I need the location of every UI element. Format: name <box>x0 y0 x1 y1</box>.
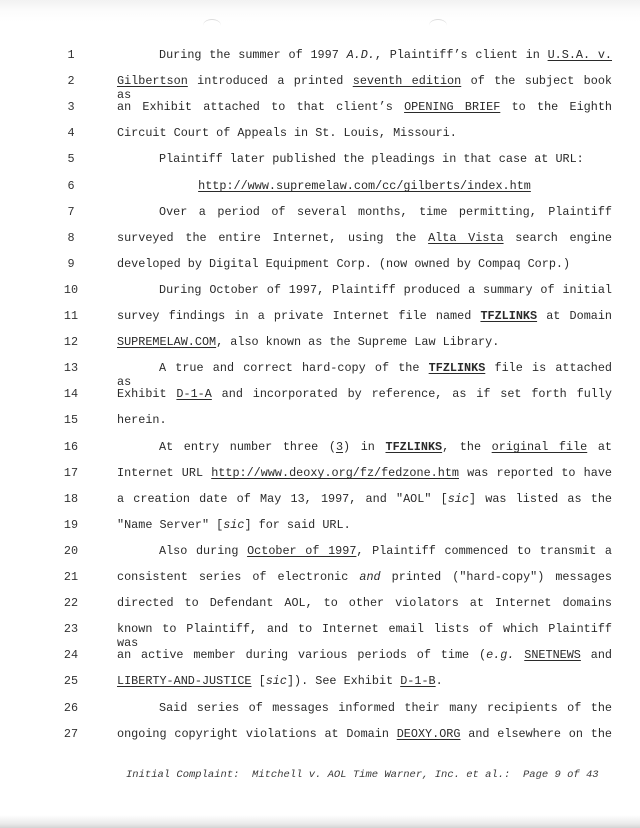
underlined-text: DEOXY.ORG <box>396 727 461 741</box>
line-number: 9 <box>67 257 75 271</box>
text-line <box>117 309 612 323</box>
text-segment: Plaintiff later published the pleadings in that case at URL: <box>159 152 584 166</box>
underlined-text: 3 <box>335 440 344 454</box>
line-number: 17 <box>63 466 79 480</box>
text-segment: Also during <box>159 544 248 558</box>
text-segment: and <box>580 648 612 662</box>
bold-underlined-text: TFZLINKS <box>480 309 538 323</box>
text-line <box>117 387 612 401</box>
text-line <box>117 48 612 62</box>
text-segment: During the summer of 1997 <box>159 48 347 62</box>
underlined-text: D-1-A <box>176 387 212 401</box>
text-segment: search engine <box>503 231 612 245</box>
text-line <box>117 570 612 584</box>
text-line <box>117 205 612 219</box>
text-segment: survey findings in a private Internet file named <box>117 309 481 323</box>
text-segment: During October of 1997, Plaintiff produced a summary of initial <box>159 283 612 297</box>
underlined-text: D-1-B <box>400 674 436 688</box>
text-segment: directed to Defendant AOL, to other violators at Internet domains <box>117 596 612 610</box>
text-segment: of the subject book as <box>117 74 613 102</box>
text-line <box>117 257 612 271</box>
line-number: 8 <box>67 231 75 245</box>
page-footer: Initial Complaint: Mitchell v. AOL Time Warner, Inc. et al.: Page 9 of 43 <box>126 769 599 781</box>
text-segment: consistent series of electronic <box>117 570 360 584</box>
line-number: 21 <box>63 570 79 584</box>
italic-text: and <box>359 570 381 584</box>
line-number: 18 <box>63 492 79 506</box>
text-segment: an Exhibit attached to that client’s <box>117 100 405 114</box>
text-segment: to the Eighth <box>500 100 612 114</box>
text-segment: . <box>435 674 443 688</box>
line-number: 5 <box>67 152 75 166</box>
line-number: 14 <box>63 387 79 401</box>
text-segment: known to Plaintiff, and to Internet email lists of which Plaintiff was <box>117 622 612 650</box>
line-number: 3 <box>67 100 75 114</box>
line-number: 4 <box>67 126 75 140</box>
text-line <box>117 335 612 349</box>
line-number: 13 <box>63 361 79 375</box>
text-segment: [ <box>251 674 266 688</box>
text-line <box>117 518 612 532</box>
underlined-text: Alta Vista <box>428 231 504 245</box>
text-line <box>117 440 612 454</box>
text-segment: , the <box>442 440 492 454</box>
italic-text: sic <box>265 674 287 688</box>
text-segment: , Plaintiff commenced to transmit a <box>356 544 612 558</box>
text-segment: Over a period of several months, time permitting, Plaintiff <box>159 205 612 219</box>
text-line <box>117 231 612 245</box>
line-number: 24 <box>63 648 79 662</box>
text-line <box>117 466 612 480</box>
text-segment: "Name Server" [ <box>117 518 224 532</box>
line-number: 20 <box>63 544 79 558</box>
text-line <box>117 596 612 610</box>
text-segment: at Domain <box>537 309 613 323</box>
url-link: http://www.deoxy.org/fz/fedzone.htm <box>211 466 459 480</box>
text-line <box>117 674 612 688</box>
underlined-text: LIBERTY-AND-JUSTICE <box>117 674 252 688</box>
text-line <box>117 701 612 715</box>
text-segment: ] was listed as the <box>468 492 612 506</box>
text-segment: At entry number three ( <box>159 440 336 454</box>
line-number: 16 <box>63 440 79 454</box>
bold-underlined-text: TFZLINKS <box>385 440 443 454</box>
underlined-text: U.S.A. v. <box>547 48 613 62</box>
text-line <box>117 492 612 506</box>
text-segment: ongoing copyright violations at Domain <box>117 727 397 741</box>
underlined-text: seventh edition <box>352 74 462 88</box>
text-segment: Exhibit <box>117 387 177 401</box>
line-number: 11 <box>63 309 79 323</box>
bold-underlined-text: TFZLINKS <box>428 361 486 375</box>
text-segment: printed ("hard-copy") messages <box>380 570 612 584</box>
text-segment: developed by Digital Equipment Corp. (now owned by Compaq Corp.) <box>117 257 571 271</box>
text-segment: herein. <box>117 413 167 427</box>
line-number: 2 <box>67 74 75 88</box>
text-line <box>117 413 612 427</box>
text-line <box>117 152 612 166</box>
text-line <box>117 544 612 558</box>
text-segment: file is attached as <box>117 361 612 389</box>
text-segment: , also known as the Supreme Law Library. <box>216 335 500 349</box>
line-number: 25 <box>63 674 79 688</box>
text-segment: an active member during various periods of time ( <box>117 648 487 662</box>
underlined-text: October of 1997 <box>247 544 357 558</box>
text-segment: ) in <box>343 440 386 454</box>
line-number: 12 <box>63 335 79 349</box>
text-segment: surveyed the entire Internet, using the <box>117 231 429 245</box>
text-segment: A true and correct hard-copy of the <box>159 361 429 375</box>
underlined-text: OPENING BRIEF <box>404 100 501 114</box>
underlined-text: SNETNEWS <box>524 648 581 662</box>
text-segment: , Plaintiff’s client in <box>374 48 548 62</box>
text-segment: and incorporated by reference, as if set forth fully <box>211 387 613 401</box>
text-line <box>117 361 612 389</box>
text-segment: introduced a printed <box>187 74 353 88</box>
underlined-text: Gilbertson <box>117 74 188 88</box>
line-number: 10 <box>63 283 79 297</box>
text-segment: ] for said URL. <box>244 518 351 532</box>
text-line <box>117 179 612 193</box>
text-line <box>117 727 612 741</box>
text-segment: Circuit Court of Appeals in St. Louis, Missouri. <box>117 126 457 140</box>
text-segment: was reported to have <box>458 466 612 480</box>
line-number: 19 <box>63 518 79 532</box>
text-line <box>117 622 612 650</box>
line-number: 7 <box>67 205 75 219</box>
url-link: http://www.supremelaw.com/cc/gilberts/index.htm <box>198 179 531 193</box>
binder-hole-right <box>429 19 447 32</box>
underlined-text: SUPREMELAW.COM <box>117 335 217 349</box>
line-number: 15 <box>63 413 79 427</box>
line-number: 6 <box>67 179 75 193</box>
line-number: 23 <box>63 622 79 636</box>
text-line <box>117 283 612 297</box>
line-number: 22 <box>63 596 79 610</box>
line-number: 27 <box>63 727 79 741</box>
italic-text: sic <box>223 518 245 532</box>
text-segment: Said series of messages informed their many recipients of the <box>159 701 612 715</box>
italic-text: sic <box>447 492 469 506</box>
text-segment: at <box>587 440 612 454</box>
text-line <box>117 648 612 662</box>
italic-text: A.D. <box>346 48 375 62</box>
text-segment: and elsewhere on the <box>460 727 612 741</box>
text-segment: ]). See Exhibit <box>286 674 401 688</box>
text-line <box>117 126 612 140</box>
text-segment <box>514 648 524 662</box>
line-number: 1 <box>67 48 75 62</box>
underlined-text: original file <box>491 440 588 454</box>
line-number: 26 <box>63 701 79 715</box>
text-segment: a creation date of May 13, 1997, and "AOL" [ <box>117 492 448 506</box>
italic-text: e.g. <box>486 648 515 662</box>
text-line <box>117 100 612 114</box>
text-line <box>117 74 612 102</box>
text-segment: Internet URL <box>117 466 212 480</box>
binder-hole-left <box>203 19 221 32</box>
